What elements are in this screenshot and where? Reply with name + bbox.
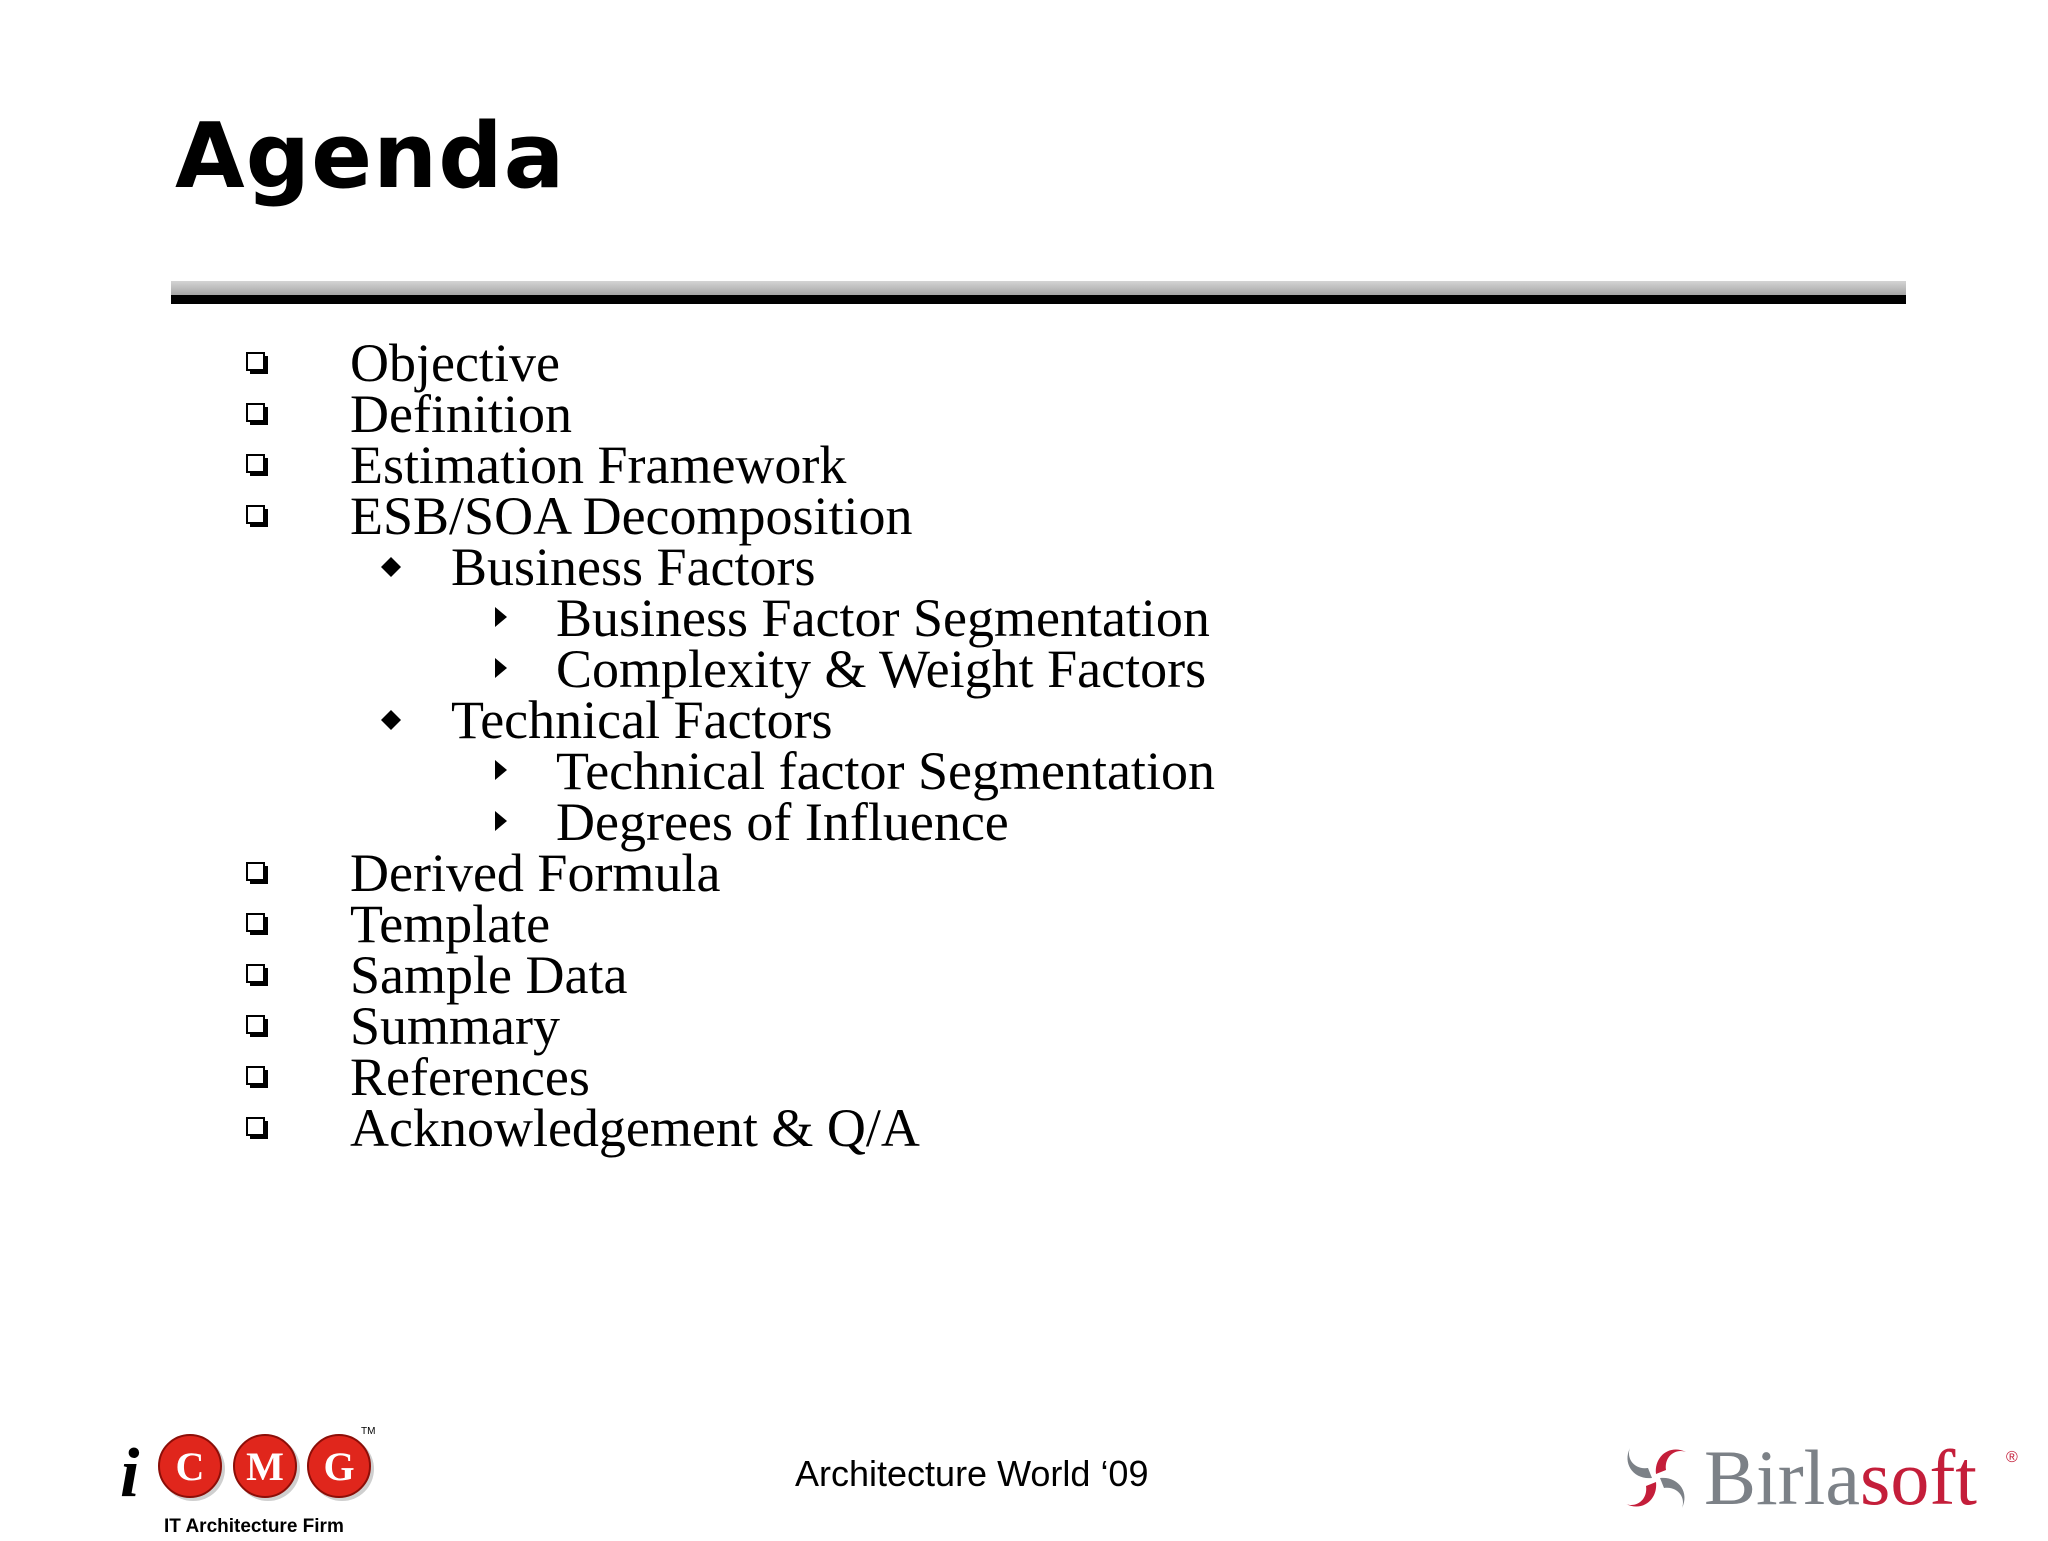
triangle-bullet-icon [494,605,508,629]
agenda-item-label: Complexity & Weight Factors [556,639,1207,699]
agenda-item [0,792,1400,852]
diamond-bullet-icon [380,709,402,731]
diamond-bullet-icon [380,556,402,578]
checkbox-bullet-icon [246,964,269,987]
agenda-item [0,843,1400,903]
agenda-item-label: References [350,1047,590,1107]
birlasoft-logo [1612,1432,2022,1522]
slide-title: Agenda [175,104,566,209]
agenda-item [0,894,1400,954]
icmg-letter-g: G [323,1444,355,1489]
agenda-item [0,690,1400,750]
checkbox-bullet-icon [246,1117,269,1140]
checkbox-bullet-icon [246,505,269,528]
icmg-circle-c [159,1435,225,1501]
agenda-item [0,1047,1400,1107]
agenda-item-label: Template [350,894,551,954]
agenda-item [0,945,1400,1005]
agenda-item-label: ESB/SOA Decomposition [350,486,913,546]
triangle-bullet-icon [494,809,508,833]
icmg-circle-m [234,1435,300,1501]
agenda-item-label: Estimation Framework [350,435,847,495]
agenda-item [0,537,1400,597]
agenda-item-label: Degrees of Influence [556,792,1009,852]
agenda-item-label: Business Factors [451,537,816,597]
checkbox-bullet-icon [246,454,269,477]
checkbox-bullet-icon [246,352,269,375]
icmg-circle-g [308,1435,374,1501]
title-rule-black [171,295,1906,304]
agenda-item [0,333,1400,393]
agenda-item-label: Business Factor Segmentation [556,588,1210,648]
birlasoft-swirl-icon [1626,1448,1686,1508]
icmg-trademark: TM [361,1426,376,1437]
agenda-item [0,588,1400,648]
agenda-item [0,996,1400,1056]
agenda-item-label: Acknowledgement & Q/A [350,1098,920,1158]
icmg-letter-c: C [175,1444,205,1489]
triangle-bullet-icon [494,758,508,782]
agenda-item [0,435,1400,495]
title-rule-gray [171,281,1906,295]
checkbox-bullet-icon [246,1066,269,1089]
agenda-item [0,639,1400,699]
birlasoft-wordmark-birla: Birla [1704,1434,1860,1521]
icmg-caption: IT Architecture Firm [164,1516,344,1537]
checkbox-bullet-icon [246,913,269,936]
footer-event-name: Architecture World ‘09 [795,1453,1149,1494]
agenda-item-label: Definition [350,384,572,444]
agenda-item-label: Technical factor Segmentation [556,741,1215,801]
agenda-item [0,741,1400,801]
agenda-item [0,1098,1400,1158]
agenda-list [0,333,1400,1158]
checkbox-bullet-icon [246,1015,269,1038]
agenda-item-label: Sample Data [350,945,628,1005]
triangle-bullet-icon [494,656,508,680]
checkbox-bullet-icon [246,403,269,426]
agenda-item [0,486,1400,546]
icmg-logo-prefix: i [120,1435,140,1512]
agenda-item [0,384,1400,444]
agenda-item-label: Summary [350,996,560,1056]
birlasoft-registered: ® [2006,1449,2018,1466]
checkbox-bullet-icon [246,862,269,885]
agenda-item-label: Derived Formula [350,843,721,903]
agenda-item-label: Technical Factors [451,690,833,750]
agenda-item-label: Objective [350,333,560,393]
icmg-letter-m: M [246,1444,284,1489]
birlasoft-logo-graphic [1612,1432,2022,1522]
birlasoft-wordmark-soft: soft [1859,1434,1977,1521]
birlasoft-wordmark [1704,1434,1977,1521]
